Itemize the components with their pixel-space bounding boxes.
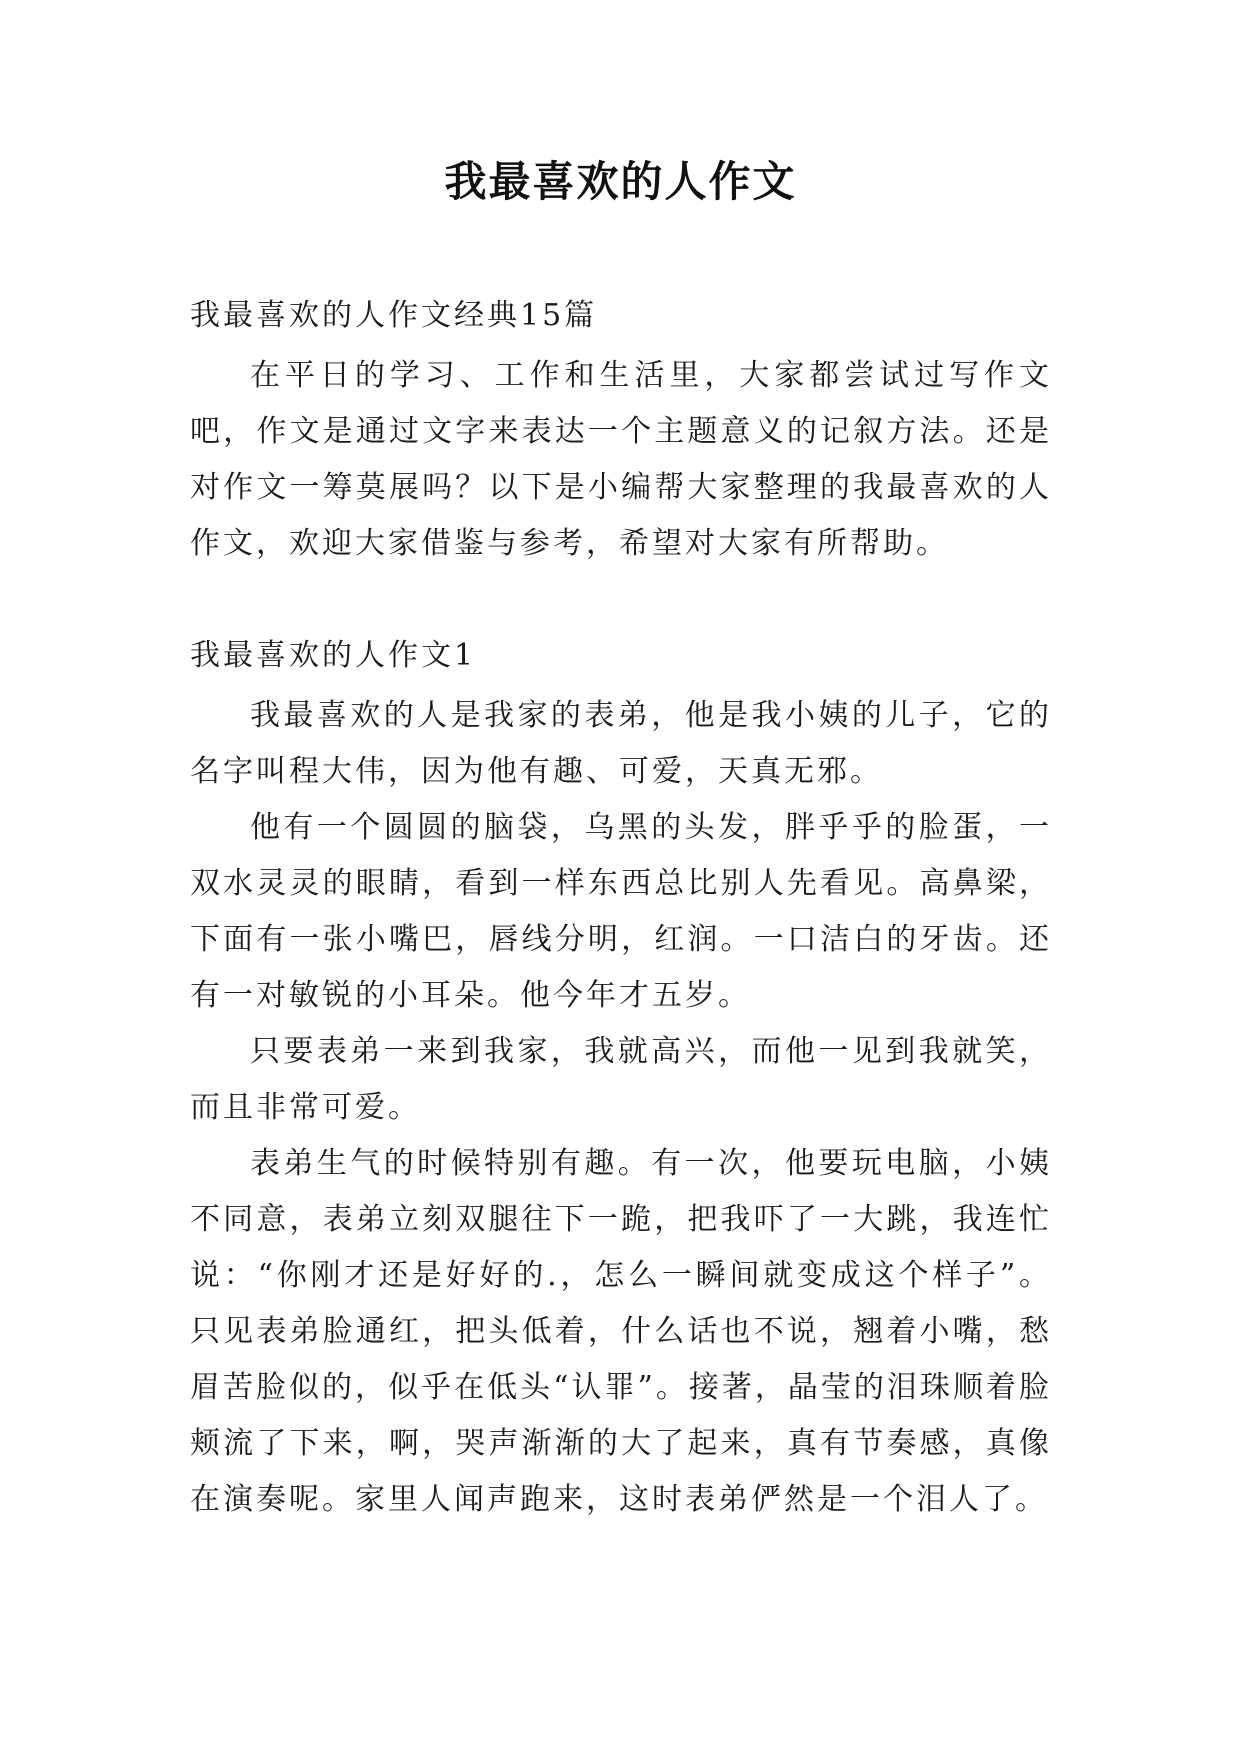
document-subtitle: 我最喜欢的人作文经典15篇 bbox=[190, 298, 598, 333]
body-paragraph: 表弟生气的时候特别有趣。有一次，他要玩电脑，小姨不同意，表弟立刻双腿往下一跪，把我吓了一大跳，我连忙说：“你刚才还是好好的.，怎么一瞬间就变成这个样子”。只见表弟脸通红，把头低着，什么话也不说，翘着小嘴，愁眉苦脸似的，似乎在低头“认罪”。接著，晶莹的泪珠顺着脸颊流了下来，啊，哭声渐渐的大了起来，真有节奏感，真像在演奏呢。家里人闻声跑来，这时表弟俨然是一个泪人了。 bbox=[190, 1146, 1052, 1517]
page-title: 我最喜欢的人作文 bbox=[444, 157, 797, 206]
section-heading: 我最喜欢的人作文1 bbox=[190, 638, 477, 673]
document-body bbox=[190, 288, 1052, 1528]
body-paragraph: 我最喜欢的人是我家的表弟，他是我小姨的儿子，它的名字叫程大伟，因为他有趣、可爱，天真无邪。 bbox=[190, 698, 1052, 789]
body-paragraph: 他有一个圆圆的脑袋，乌黑的头发，胖乎乎的脸蛋，一双水灵灵的眼睛，看到一样东西总比别人先看见。高鼻梁，下面有一张小嘴巴，唇线分明，红润。一口洁白的牙齿。还有一对敏锐的小耳朵。他今年才五岁。 bbox=[190, 810, 1052, 1013]
intro-paragraph: 在平日的学习、工作和生活里，大家都尝试过写作文吧，作文是通过文字来表达一个主题意义的记叙方法。还是对作文一筹莫展吗？以下是小编帮大家整理的我最喜欢的人作文，欢迎大家借鉴与参考，希望对大家有所帮助。 bbox=[190, 358, 1052, 561]
body-paragraph: 只要表弟一来到我家，我就高兴，而他一见到我就笑，而且非常可爱。 bbox=[190, 1034, 1052, 1125]
